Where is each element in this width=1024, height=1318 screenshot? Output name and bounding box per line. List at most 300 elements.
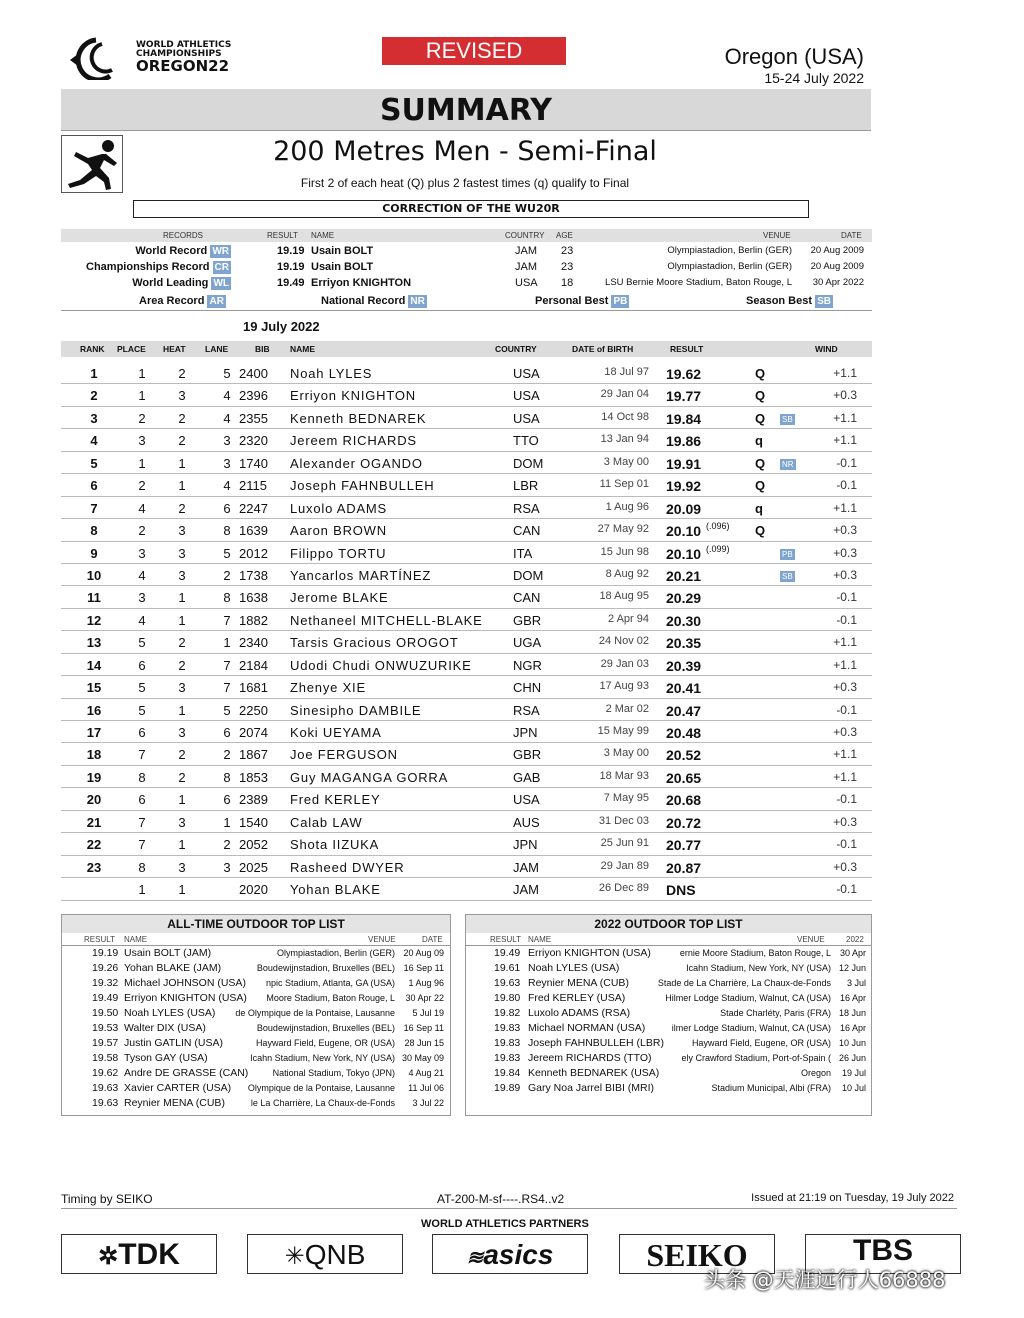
list-result: 19.84 — [494, 1067, 521, 1079]
list-venue: Boudewijnstadion, Bruxelles (BEL) — [256, 963, 395, 973]
cell-country: CAN — [513, 590, 541, 606]
cell-place: 3 — [138, 433, 146, 449]
season-col-name: NAME — [528, 935, 552, 944]
cell-reaction-tiebreak: (.099) — [706, 543, 730, 554]
cell-qualifier: q — [755, 500, 763, 516]
cell-country: CHN — [513, 680, 542, 696]
record-venue: LSU Bernie Moore Stadium, Baton Rouge, L — [605, 277, 792, 288]
cell-rank: 21 — [86, 814, 102, 830]
cell-name: Tarsis Gracious OROGOT — [290, 635, 459, 651]
cell-name: Erriyon KNIGHTON — [290, 388, 416, 404]
record-badge: WR — [212, 246, 229, 257]
event-dates: 15-24 July 2022 — [764, 70, 864, 86]
cell-lane: 4 — [223, 478, 231, 494]
list-venue: ernie Moore Stadium, Baton Rouge, L — [679, 948, 831, 958]
cell-result: 19.84 — [666, 410, 702, 427]
cell-wind: +0.3 — [833, 388, 857, 403]
cell-bib: 2355 — [239, 410, 268, 426]
cell-name: Alexander OGANDO — [290, 455, 423, 471]
list-result: 19.50 — [92, 1007, 119, 1019]
record-badge: WL — [213, 278, 229, 289]
cell-wind: +1.1 — [833, 433, 857, 448]
cell-lane: 4 — [223, 410, 231, 426]
cell-country: AUS — [513, 814, 540, 830]
cell-country: GBR — [513, 612, 542, 628]
cell-lane: 2 — [223, 567, 231, 583]
cell-place: 6 — [138, 792, 146, 808]
cell-place: 1 — [138, 366, 146, 381]
cell-country: JAM — [513, 882, 539, 898]
record-country: JAM — [515, 261, 537, 273]
cell-rank: 17 — [86, 725, 102, 740]
cell-lane: 7 — [223, 680, 231, 696]
cell-place: 5 — [138, 702, 146, 718]
cell-dob: 1 Aug 96 — [605, 500, 649, 513]
cell-name: Yohan BLAKE — [290, 882, 381, 898]
list-venue: npic Stadium, Atlanta, GA (USA) — [265, 978, 395, 988]
list-name: Yohan BLAKE (JAM) — [124, 962, 222, 974]
cell-bib: 2052 — [239, 837, 268, 853]
table-row — [61, 362, 872, 384]
list-result: 19.80 — [494, 992, 521, 1004]
list-date: 4 Aug 21 — [408, 1068, 444, 1078]
cell-wind: +0.3 — [833, 680, 857, 695]
cell-place: 6 — [138, 657, 146, 673]
cell-bib: 1540 — [239, 814, 268, 830]
cell-heat: 2 — [178, 769, 186, 785]
cell-dob: 31 Dec 03 — [598, 814, 649, 827]
list-date: 16 Apr — [839, 993, 866, 1003]
cell-result: DNS — [666, 882, 696, 899]
list-date: 5 Jul 19 — [412, 1008, 444, 1018]
qualification-rule: First 2 of each heat (Q) plus 2 fastest times (q) qualify to Final — [300, 176, 630, 190]
cell-heat: 1 — [178, 612, 186, 628]
footer-divider — [61, 1208, 957, 1209]
cell-name: Yancarlos MARTÍNEZ — [290, 567, 432, 583]
cell-rank: 15 — [86, 680, 102, 696]
table-row — [61, 654, 872, 676]
cell-dob: 7 May 95 — [603, 792, 649, 805]
list-result: 19.53 — [92, 1022, 119, 1034]
cell-qualifier: Q — [755, 366, 766, 381]
list-venue: ely Crawford Stadium, Port-of-Spain ( — [681, 1053, 831, 1063]
cell-country: USA — [513, 366, 540, 381]
sprinter-pictogram — [61, 135, 123, 193]
col-result: RESULT — [670, 344, 704, 354]
cell-rank: 6 — [90, 478, 98, 494]
cell-rank: 2 — [90, 388, 98, 404]
list-result: 19.32 — [92, 977, 119, 989]
legend-personal-best: Personal Best PB — [535, 295, 628, 307]
list-date: 30 Apr 22 — [405, 993, 444, 1003]
legend-badge: NR — [410, 296, 425, 307]
cell-country: RSA — [513, 702, 540, 718]
list-result: 19.19 — [92, 947, 119, 959]
list-venue: Hayward Field, Eugene, OR (USA) — [691, 1038, 831, 1048]
cell-place: 5 — [138, 680, 146, 696]
cell-country: CAN — [513, 523, 541, 539]
cell-heat: 2 — [178, 366, 186, 381]
table-row — [61, 878, 872, 900]
table-row — [61, 542, 872, 564]
list-date: 16 Apr — [839, 1023, 866, 1033]
list-result: 19.62 — [92, 1067, 119, 1079]
cell-result: 20.21 — [666, 567, 702, 584]
list-result: 19.49 — [494, 947, 521, 959]
list-name: Kenneth BEDNAREK (USA) — [528, 1067, 660, 1079]
cell-country: JAM — [513, 859, 539, 875]
list-date: 11 Jul 06 — [408, 1083, 444, 1093]
cell-bib: 2184 — [239, 657, 268, 673]
cell-lane: 3 — [223, 433, 231, 449]
cell-name: Nethaneel MITCHELL-BLAKE — [290, 612, 483, 628]
cell-lane: 5 — [223, 366, 231, 381]
season-col-date: 2022 — [846, 935, 864, 944]
cell-rank: 16 — [86, 702, 102, 718]
cell-wind: +0.3 — [833, 814, 857, 829]
cell-place: 5 — [138, 635, 146, 651]
cell-lane: 2 — [223, 837, 231, 853]
record-row-championships — [61, 260, 872, 276]
cell-heat: 3 — [178, 725, 186, 740]
list-item — [62, 1006, 450, 1021]
list-result: 19.83 — [494, 1022, 521, 1034]
cell-country: JPN — [513, 725, 538, 740]
cell-rank: 10 — [86, 567, 102, 583]
cell-rank: 4 — [90, 433, 98, 449]
list-result: 19.57 — [92, 1037, 119, 1049]
legend-season-best: Season Best SB — [746, 295, 831, 307]
cell-lane: 5 — [223, 545, 231, 561]
cell-wind: -0.1 — [836, 882, 857, 897]
legend-badge: PB — [613, 296, 628, 307]
table-row — [61, 811, 872, 833]
cell-result: 19.62 — [666, 366, 702, 382]
season-title: 2022 OUTDOOR TOP LIST — [466, 915, 871, 933]
season-col-result: RESULT — [490, 935, 521, 944]
cell-qualifier: q — [755, 433, 763, 449]
cell-country: RSA — [513, 500, 540, 516]
cell-dob: 11 Sep 01 — [599, 478, 649, 491]
table-row — [61, 429, 872, 451]
list-venue: Hayward Field, Eugene, OR (USA) — [255, 1038, 395, 1048]
list-venue: National Stadium, Tokyo (JPN) — [272, 1068, 395, 1078]
cell-wind: +1.1 — [833, 635, 857, 650]
col-dob: DATE of BIRTH — [572, 344, 634, 354]
list-venue: Olympique de la Pontaise, Lausanne — [247, 1083, 395, 1093]
cell-name: Noah LYLES — [290, 366, 373, 381]
table-row — [61, 452, 872, 474]
cell-rank: 11 — [87, 590, 101, 606]
correction-note: CORRECTION OF THE WU20R — [133, 200, 809, 218]
cell-heat: 3 — [178, 859, 186, 875]
logo-text-line3: OREGON22 — [136, 57, 230, 75]
list-venue: le La Charrière, La Chaux-de-Fonds — [250, 1098, 395, 1108]
table-row — [61, 743, 872, 765]
issued-timestamp: Issued at 21:19 on Tuesday, 19 July 2022 — [751, 1192, 954, 1204]
list-name: Walter DIX (USA) — [124, 1022, 206, 1034]
table-row — [61, 856, 872, 878]
cell-rank: 20 — [86, 792, 102, 808]
record-row-world-leading — [61, 276, 872, 292]
cell-dob: 15 Jun 98 — [600, 545, 649, 558]
timing-credit: Timing by SEIKO — [61, 1192, 153, 1206]
list-name: Reynier MENA (CUB) — [124, 1097, 225, 1109]
cell-rank: 23 — [86, 859, 102, 875]
cell-lane: 6 — [223, 725, 231, 740]
list-name: Usain BOLT (JAM) — [124, 947, 212, 959]
record-result: 19.19 — [277, 261, 305, 273]
list-result: 19.49 — [92, 992, 119, 1004]
cell-dob: 24 Nov 02 — [598, 635, 649, 648]
cell-place: 4 — [138, 567, 146, 583]
record-row-world — [61, 244, 872, 260]
location: Oregon (USA) — [724, 44, 864, 69]
cell-rank: 18 — [86, 747, 102, 763]
list-name: Fred KERLEY (USA) — [528, 992, 626, 1004]
cell-rank: 22 — [86, 837, 102, 853]
list-item — [62, 1066, 450, 1081]
record-label: World Leading WL — [132, 277, 229, 289]
cell-lane: 8 — [223, 769, 231, 785]
legend-area-record: Area Record AR — [139, 295, 224, 307]
cell-dob: 2 Apr 94 — [608, 612, 649, 625]
cell-heat: 2 — [178, 635, 186, 651]
record-date: 20 Aug 2009 — [810, 245, 864, 256]
list-name: Tyson GAY (USA) — [124, 1052, 208, 1064]
cell-country: DOM — [513, 455, 544, 471]
cell-wind: +0.3 — [833, 567, 857, 582]
cell-wind: -0.1 — [836, 837, 857, 852]
cell-dob: 13 Jan 94 — [600, 433, 649, 446]
record-badge: SB — [782, 571, 793, 581]
cell-result: 20.68 — [666, 792, 702, 809]
cell-place: 1 — [138, 882, 146, 898]
cell-rank: 13 — [86, 635, 102, 651]
cell-lane: 4 — [223, 388, 231, 404]
cell-country: USA — [513, 410, 540, 426]
cell-wind: -0.1 — [836, 702, 857, 717]
cell-heat: 2 — [178, 410, 186, 426]
table-row — [61, 766, 872, 788]
cell-heat: 1 — [178, 837, 186, 853]
cell-qualifier: Q — [755, 388, 766, 404]
list-name: Joseph FAHNBULLEH (LBR) — [528, 1037, 664, 1049]
championship-logo — [66, 36, 236, 80]
cell-result: 20.09 — [666, 500, 702, 517]
list-item — [466, 1066, 871, 1081]
list-date: 1 Aug 96 — [408, 978, 444, 988]
list-result: 19.83 — [494, 1052, 521, 1064]
records-col-venue: VENUE — [763, 231, 791, 240]
list-item — [466, 1051, 871, 1066]
cell-heat: 3 — [178, 523, 186, 539]
record-label: Championships Record CR — [86, 261, 229, 273]
cell-country: JPN — [513, 837, 538, 853]
cell-dob: 18 Jul 97 — [604, 366, 649, 378]
cell-lane: 6 — [223, 500, 231, 516]
cell-name: Jereem RICHARDS — [290, 433, 417, 449]
cell-bib: 1882 — [239, 612, 268, 628]
table-row — [61, 676, 872, 698]
cell-country: TTO — [513, 433, 539, 449]
cell-dob: 26 Dec 89 — [598, 882, 649, 895]
season-rows — [466, 946, 871, 1096]
record-badge: NR — [782, 459, 794, 469]
list-name: Erriyon KNIGHTON (USA) — [528, 947, 651, 959]
cell-result: 20.48 — [666, 725, 702, 741]
cell-name: Aaron BROWN — [290, 523, 387, 539]
table-row — [61, 609, 872, 631]
list-venue: Boudewijnstadion, Bruxelles (BEL) — [256, 1023, 395, 1033]
list-venue: Stade Charléty, Paris (FRA) — [720, 1008, 831, 1018]
legend-national-record: National Record NR — [321, 295, 425, 307]
records-col-name: NAME — [311, 231, 335, 240]
cell-heat: 2 — [178, 500, 186, 516]
cell-bib: 1638 — [239, 590, 268, 606]
list-date: 18 Jun — [838, 1008, 866, 1018]
cell-wind: +1.1 — [833, 657, 857, 672]
cell-lane: 7 — [223, 657, 231, 673]
partners-title: WORLD ATHLETICS PARTNERS — [421, 1218, 589, 1230]
cell-bib: 2250 — [239, 702, 268, 718]
table-row — [61, 586, 872, 608]
list-date: 3 Jul 22 — [412, 1098, 444, 1108]
list-result: 19.63 — [92, 1082, 119, 1094]
cell-result: 19.77 — [666, 388, 702, 405]
logo-text-line2: CHAMPIONSHIPS — [136, 49, 222, 59]
cell-dob: 3 May 00 — [603, 747, 649, 760]
cell-heat: 3 — [178, 567, 186, 583]
cell-country: ITA — [513, 545, 533, 561]
cell-bib: 2074 — [239, 725, 268, 740]
list-date: 26 Jun — [838, 1053, 866, 1063]
record-age: 23 — [561, 245, 574, 257]
record-venue: Olympiastadion, Berlin (GER) — [667, 261, 792, 272]
list-item — [466, 1006, 871, 1021]
list-date: 30 Apr — [839, 948, 866, 958]
season-header — [466, 933, 871, 946]
list-item — [62, 976, 450, 991]
cell-heat: 2 — [178, 657, 186, 673]
cell-wind: -0.1 — [836, 612, 857, 627]
cell-result: 20.30 — [666, 612, 702, 629]
list-name: Michael NORMAN (USA) — [528, 1022, 646, 1034]
cell-name: Calab LAW — [290, 814, 363, 830]
cell-result: 19.91 — [666, 455, 702, 472]
cell-name: Kenneth BEDNAREK — [290, 410, 427, 426]
cell-heat: 2 — [178, 433, 186, 449]
cell-bib: 2012 — [239, 545, 268, 561]
cell-place: 2 — [138, 523, 146, 539]
cell-dob: 3 May 00 — [603, 455, 649, 468]
list-item — [466, 991, 871, 1006]
list-item — [466, 1081, 871, 1096]
list-venue: Stadium Municipal, Albi (FRA) — [711, 1083, 831, 1093]
list-date: 19 Jul — [841, 1068, 866, 1078]
cell-name: Joe FERGUSON — [290, 747, 398, 763]
table-row — [61, 721, 872, 743]
cell-result: 20.77 — [666, 837, 702, 854]
cell-name: Zhenye XIE — [290, 680, 366, 696]
cell-bib: 2320 — [239, 433, 268, 449]
cell-dob: 2 Mar 02 — [605, 702, 649, 715]
list-name: Michael JOHNSON (USA) — [124, 977, 246, 989]
cell-wind: +1.1 — [833, 500, 857, 515]
cell-place: 3 — [138, 590, 146, 606]
record-country: USA — [515, 277, 538, 289]
cell-dob: 25 Jun 91 — [600, 837, 649, 850]
col-country: COUNTRY — [495, 344, 537, 354]
cell-heat: 1 — [178, 478, 186, 494]
cell-heat: 3 — [178, 814, 186, 830]
table-row — [61, 564, 872, 586]
list-venue: Stade de La Charrière, La Chaux-de-Fonds — [657, 978, 831, 988]
competition-date: 19 July 2022 — [243, 319, 320, 334]
col-wind: WIND — [815, 344, 838, 354]
cell-bib: 2400 — [239, 366, 268, 381]
list-name: Luxolo ADAMS (RSA) — [528, 1007, 631, 1019]
table-row — [61, 788, 872, 810]
col-lane: LANE — [205, 344, 229, 354]
cell-qualifier: Q — [755, 410, 766, 426]
cell-name: Sinesipho DAMBILE — [290, 702, 422, 718]
cell-name: Guy MAGANGA GORRA — [290, 769, 449, 785]
sprinter-icon — [62, 136, 122, 192]
records-table — [61, 229, 872, 311]
cell-heat: 1 — [178, 882, 186, 898]
records-col-records: RECORDS — [163, 231, 204, 240]
record-result: 19.49 — [277, 277, 305, 289]
cell-country: UGA — [513, 635, 542, 651]
cell-reaction-tiebreak: (.096) — [706, 521, 730, 532]
cell-result: 20.47 — [666, 702, 702, 719]
col-place: PLACE — [117, 344, 146, 354]
cell-result: 19.86 — [666, 433, 702, 450]
cell-place: 8 — [138, 859, 146, 875]
cell-bib: 2025 — [239, 859, 268, 875]
cell-bib: 2020 — [239, 882, 268, 898]
sponsor-tbs-logo: TBS — [805, 1234, 961, 1274]
document-code: AT-200-M-sf----.RS4..v2 — [437, 1192, 565, 1206]
cell-result: 20.29 — [666, 590, 702, 607]
cell-lane: 3 — [223, 455, 231, 471]
col-rank: RANK — [80, 344, 105, 354]
record-age: 23 — [561, 261, 574, 273]
records-header — [61, 229, 872, 242]
list-date: 10 Jul — [841, 1083, 866, 1093]
cell-dob: 29 Jan 04 — [600, 388, 649, 401]
list-result: 19.89 — [494, 1082, 521, 1094]
cell-rank: 14 — [86, 657, 102, 673]
list-date: 3 Jul — [846, 978, 866, 988]
cell-lane: 6 — [223, 792, 231, 808]
table-row — [61, 407, 872, 429]
all-time-col-result: RESULT — [84, 935, 115, 944]
cell-wind: +1.1 — [833, 769, 857, 784]
list-result: 19.82 — [494, 1007, 521, 1019]
list-result: 19.83 — [494, 1037, 521, 1049]
cell-dob: 18 Mar 93 — [599, 769, 649, 782]
cell-bib: 2396 — [239, 388, 268, 404]
cell-name: Koki UEYAMA — [290, 725, 382, 740]
record-age: 18 — [561, 277, 574, 289]
cell-lane: 1 — [223, 814, 231, 830]
list-venue: Icahn Stadium, New York, NY (USA) — [686, 963, 831, 973]
cell-place: 3 — [138, 545, 146, 561]
qnb-emblem-icon: ✳ — [284, 1243, 305, 1270]
cell-dob: 17 Aug 93 — [599, 680, 649, 693]
